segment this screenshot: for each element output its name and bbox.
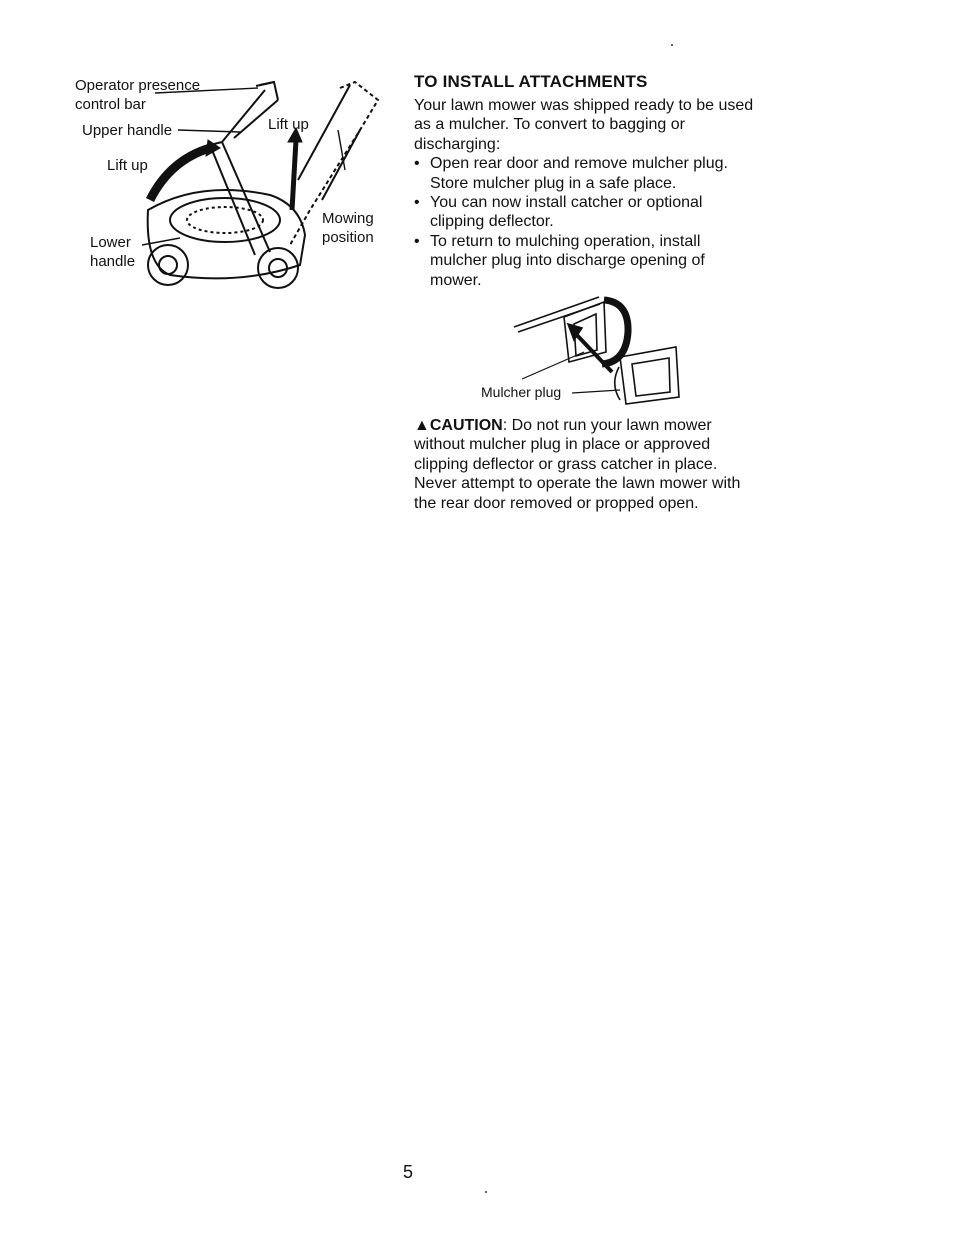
list-item-text: You can now install catcher or optional clipping deflector. — [430, 194, 703, 231]
lift-up-right-label: Lift up — [268, 116, 309, 133]
bullet-icon: • — [414, 232, 420, 250]
scan-speck — [485, 1191, 487, 1193]
caution-text: : Do not run your lawn mower without mulcher plug in place or approved clipping deflector or grass catcher in place. Never attempt to operate the lawn mower with the rear door removed or propped open. — [414, 417, 741, 512]
caution-paragraph — [414, 416, 754, 513]
mower-handle-illustration — [60, 70, 400, 300]
list-item-text: Open rear door and remove mulcher plug. Store mulcher plug in a safe place. — [430, 155, 728, 192]
instruction-list — [414, 154, 754, 290]
list-item — [414, 193, 754, 232]
operator-presence-label: Operator presence control bar — [75, 77, 201, 113]
mulcher-plug-label: Mulcher plug — [481, 384, 562, 401]
scan-speck — [671, 44, 673, 46]
list-item-text: To return to mulching operation, install mulcher plug into discharge opening of mower. — [430, 232, 705, 289]
bullet-icon: • — [414, 155, 420, 173]
lift-up-left-label: Lift up — [107, 157, 148, 174]
page-number: 5 — [403, 1162, 414, 1182]
mulcher-plug-drawing — [414, 292, 754, 412]
list-item — [414, 154, 754, 193]
section-heading: TO INSTALL ATTACHMENTS — [414, 72, 648, 91]
mowing-position-label: Mowing position — [322, 210, 374, 246]
warning-triangle-icon: ▲ — [414, 417, 430, 435]
upper-handle-label: Upper handle — [82, 122, 173, 139]
mulcher-plug-illustration — [414, 292, 754, 412]
lower-handle-label: Lower handle — [90, 234, 136, 270]
caution-word: CAUTION — [429, 417, 503, 435]
intro-paragraph: Your lawn mower was shipped ready to be used as a mulcher. To convert to bagging or discharging: — [414, 97, 754, 153]
bullet-icon: • — [414, 194, 420, 212]
install-attachments-section — [414, 72, 754, 513]
list-item — [414, 232, 754, 290]
